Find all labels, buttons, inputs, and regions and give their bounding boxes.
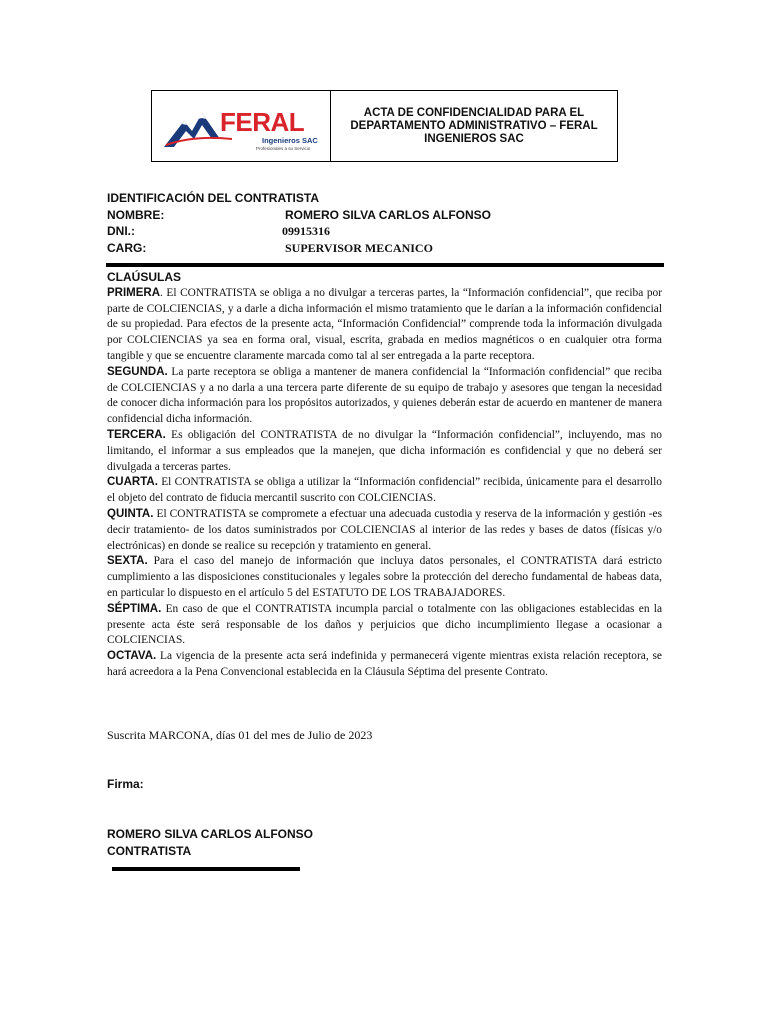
clause-label: SÉPTIMA. [107, 602, 162, 615]
clauses-section [107, 270, 662, 681]
clause-sexta [107, 554, 662, 601]
title-cell [331, 91, 617, 161]
clause-label: SEGUNDA. [107, 365, 168, 378]
clause-text: . El CONTRATISTA se obliga a no divulgar a terceras partes, la “Información confidencial”, que reciba por parte de COLCIENCIAS, y a darle a dicha información el mismo tratamiento que le darían a la información confidencial de su propiedad. Para efectos de la presente acta, “Información Confidencial” comprende toda la información divulgada por COLCIENCIAS ya sea en forma oral, visual, escrita, grabada en medios magnéticos o en cualquier otra forma tangible y que se encuentre claramente marcada como tal al ser entregada a la parte receptora. [107, 286, 662, 362]
clauses-heading: CLAÚSULAS [107, 270, 181, 284]
name-label: NOMBRE: [107, 207, 165, 222]
clause-text: Para el caso del manejo de información que incluya datos personales, el CONTRATISTA dará estricto cumplimiento a las disposiciones constitucionales y legales sobre la protección del derecho fundamental de habeas data, en particular lo dispuesto en el artículo 5 del ESTATUTO DE LOS TRABAJADORES. [107, 555, 662, 599]
logo-cell [152, 91, 331, 161]
carg-row [107, 240, 433, 257]
dni-label: DNI.: [107, 224, 135, 238]
clause-quinta [107, 507, 662, 554]
clause-text: La vigencia de la presente acta será indefinida y permanecerá vigente mientras exista relación receptora, se hará acreedora a la Pena Convencional establecida en la Cláusula Séptima del presente Contrato. [107, 650, 662, 678]
logo-brand: FERAL [220, 107, 305, 137]
carg-label: CARG: [107, 240, 147, 255]
carg-value: SUPERVISOR MECANICO [285, 240, 433, 255]
clause-text: El CONTRATISTA se obliga a utilizar la “Información confidencial” recibida, únicamente para el desarrollo el objeto del contrato de fiducia mercantil suscrito con COLCIENCIAS. [107, 476, 662, 505]
signer-name: ROMERO SILVA CARLOS ALFONSO [107, 827, 313, 841]
dni-row [107, 223, 330, 240]
clause-text: La parte receptora se obliga a mantener de manera confidencial la “Información confidencial” que reciba de COLCIENCIAS y a no darla a una tercera parte diferente de su equipo de trabajo y asesores que tengan la necesidad de conocer dicha información para los propósitos autorizados, y quienes deberán estar de acuerdo en mantener de manera confidencial dicha información. [107, 365, 662, 426]
clause-label: TERCERA. [107, 428, 166, 441]
clause-text: Es obligación del CONTRATISTA de no divulgar la “Información confidencial”, incluyendo, mas no limitando, el informar a sus empleados que la manejen, que dicha información es confidencial y que no deberá ser divulgada a terceras partes. [107, 428, 662, 473]
clause-label: SEXTA. [107, 555, 148, 568]
identification-block [107, 190, 491, 256]
signer-block [107, 826, 313, 859]
document-title: ACTA DE CONFIDENCIALIDAD PARA EL DEPARTAMENTO ADMINISTRATIVO – FERAL INGENIEROS SAC [350, 106, 598, 145]
dni-value: 09915316 [282, 224, 330, 238]
document-header [151, 90, 618, 162]
identification-heading: IDENTIFICACIÓN DEL CONTRATISTA [107, 191, 319, 205]
clause-text: El CONTRATISTA se compromete a efectuar una adecuada custodia y reserva de la información y gestión -es decir tratamiento- de los datos suministrados por COLCIENCIAS al interior de las redes y bases de datos (físicas y/o electrónicas) en donde se realice su recepción y tratamiento en general. [107, 507, 662, 552]
clause-septima [107, 602, 662, 649]
clause-text: En caso de que el CONTRATISTA incumpla parcial o totalmente con las obligaciones establecidas en la presente acta éste será responsable de los daños y perjuicios que dicho incumplimiento llegase a ocasionar a COLCIENCIAS. [107, 602, 662, 647]
logo-tagline: Profesionales a su Servicio [256, 146, 311, 151]
logo-subtitle: Ingenieros SAC [262, 136, 318, 145]
clause-label: OCTAVA. [107, 650, 157, 663]
signature-line [112, 867, 300, 871]
clause-segunda [107, 365, 662, 428]
clause-label: QUINTA. [107, 507, 154, 520]
section-divider [106, 263, 664, 267]
clause-label: CUARTA. [107, 476, 158, 489]
clause-octava [107, 649, 662, 681]
company-logo [164, 101, 324, 151]
clause-tercera [107, 428, 662, 475]
signer-role: CONTRATISTA [107, 843, 192, 858]
name-row [107, 207, 491, 224]
clause-cuarta [107, 475, 662, 507]
clause-primera [107, 286, 662, 365]
signature-label: Firma: [107, 777, 144, 791]
clause-label: PRIMERA [107, 286, 161, 299]
name-value: ROMERO SILVA CARLOS ALFONSO [285, 207, 491, 222]
signing-statement: Suscrita MARCONA, días 01 del mes de Julio de 2023 [107, 728, 373, 742]
